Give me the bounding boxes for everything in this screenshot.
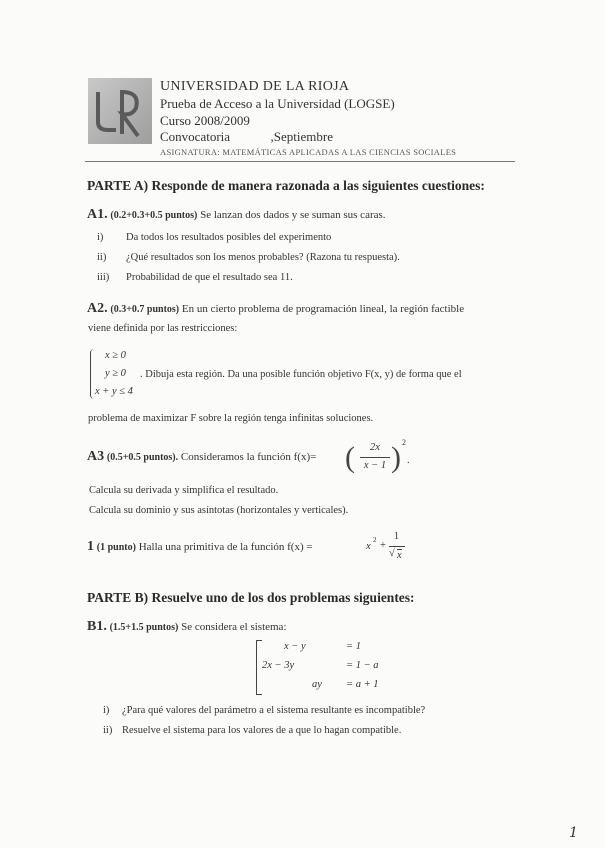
course: Curso 2008/2009 [160,113,250,128]
question-a4 [87,539,313,555]
fraction-bar [360,457,390,458]
a4-points: (1 punto) [96,542,136,553]
a1-number: A1. [87,207,108,222]
a3-text: Consideramos la función f(x)= [180,451,317,463]
subject: ASIGNATURA: MATEMÁTICAS APLICADAS A LAS CIENCIAS SOCIALES [160,147,457,157]
question-a1 [87,207,386,223]
university-name: UNIVERSIDAD DE LA RIOJA [160,79,350,94]
a1-points: (0.2+0.3+0.5 puntos) [110,210,198,221]
left-paren: ( [345,441,355,474]
call-label: Convocatoria [160,129,231,144]
a2-after: . Dibuja esta región. Da una posible función objetivo F(x, y) de forma que el [140,369,462,380]
exam-title: Prueba de Acceso a la Universidad (LOGSE) [160,96,395,111]
right-paren: ) [391,441,401,474]
b1-item-2: ii) Resuelve el sistema para los valores de a que lo hagan compatible. [103,725,402,736]
a1-item-2: ii) ¿Qué resultados son los menos probables? (Razona tu respuesta). [97,252,400,263]
b1-item-1: i) ¿Para qué valores del parámetro a el sistema resultante es incompatible? [103,705,426,716]
a3-exponent: 2 [402,438,406,447]
a1-item-3: iii) Probabilidad de que el resultado sea 11. [97,272,293,283]
system-row-2-lhs: 2x − 3y [262,660,295,671]
a3-line-1: Calcula su derivada y simplifica el resultado. [89,485,279,496]
sqrt-sign: √ [389,548,395,559]
period: . [407,455,410,466]
a4-fraction-bar [389,546,405,547]
a4-x: x [366,541,371,552]
question-b1 [87,619,287,635]
b1-number: B1. [87,619,107,634]
a1-text: Se lanzan dos dados y se suman sus caras. [200,209,386,221]
part-a-title: PARTE A) Responde de manera razonada a las siguientes cuestiones: [87,178,485,193]
a3-number: A3 [87,449,105,464]
a2-text: En un cierto problema de programación lineal, la región factible [181,303,465,315]
a2-points: (0.3+0.7 puntos) [110,304,180,315]
part-b-title: PARTE B) Resuelve uno de los dos problemas siguientes: [87,590,415,605]
a4-number: 1 [87,539,94,554]
question-a3 [87,449,316,465]
a2-text-3: problema de maximizar F sobre la región tenga infinitas soluciones. [88,413,374,424]
b1-text: Se considera el sistema: [181,621,287,633]
a3-points: (0.5+0.5 puntos). [106,452,179,463]
a4-numerator: 1 [394,531,399,542]
a2-number: A2. [87,301,108,316]
a3-numerator: 2x [370,442,380,453]
a4-x-exp: 2 [373,536,377,544]
system-row-3-lhs: ay [312,679,322,690]
page-number: 1 [569,825,578,841]
constraint-2: y ≥ 0 [105,368,126,379]
a4-expression [366,531,416,565]
system-row-2-rhs: = 1 − a [346,660,379,671]
a3-denominator: x − 1 [363,460,387,471]
a3-line-2: Calcula su dominio y sus asíntotas (horizontales y verticales). [89,505,349,516]
a4-denominator: x [397,550,402,561]
question-a2 [87,301,464,317]
a4-plus: + [380,540,386,551]
a4-text: Halla una primitiva de la función f(x) = [138,541,313,553]
call-value: ,Septiembre [270,129,334,144]
university-logo [88,78,152,144]
system-row-1-rhs: = 1 [346,641,361,652]
system-row-1-lhs: x − y [284,641,306,652]
system-row-3-rhs: = a + 1 [346,679,379,690]
constraint-3: x + y ≤ 4 [95,386,133,397]
header-divider [85,161,515,162]
a1-item-1: i) Da todos los resultados posibles del experimento [97,232,332,243]
call [160,129,333,145]
a3-fraction [345,438,413,479]
constraint-1: x ≥ 0 [105,350,126,361]
b1-points: (1.5+1.5 puntos) [109,622,179,633]
a2-text-2: viene definida por las restricciones: [88,323,238,334]
